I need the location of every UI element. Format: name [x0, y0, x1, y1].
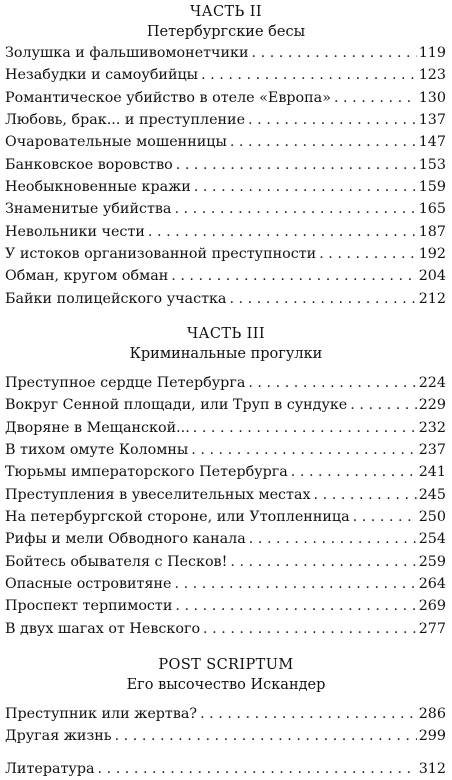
part-3-heading: [0, 324, 452, 364]
toc-entry-page: 224: [418, 375, 446, 391]
part-3-label: ЧАСТЬ III: [186, 326, 266, 342]
dot-leader: [201, 64, 417, 86]
toc-entry[interactable]: [5, 64, 446, 86]
dot-leader: [230, 131, 417, 153]
postscript-subtitle: Его высочество Искандер: [126, 677, 326, 693]
toc-entry-title: Проспект терпимости: [5, 598, 173, 615]
toc-entry-title: В двух шагах от Невского: [5, 620, 201, 637]
toc-entry-page: 277: [418, 620, 446, 637]
part-2-subtitle: Петербургские бесы: [146, 24, 306, 40]
toc-entry-page: 192: [418, 246, 446, 263]
toc-entry-page: 212: [418, 290, 446, 307]
dot-leader: [191, 439, 416, 461]
dot-leader: [314, 484, 417, 506]
toc-entry[interactable]: [5, 484, 446, 506]
toc-entry-page: 153: [418, 156, 446, 173]
toc-entry-title: Знаменитые убийства: [5, 201, 172, 218]
toc-entry[interactable]: [5, 506, 446, 528]
toc-entry-title: Обман, кругом обман: [5, 268, 169, 285]
toc-entry[interactable]: [5, 417, 446, 439]
toc-entry[interactable]: [5, 288, 446, 310]
toc-entry-title: Невольники чести: [5, 223, 145, 240]
toc-entry-title: Дворяне в Мещанской...: [5, 419, 190, 436]
toc-entry-page: 264: [418, 576, 446, 593]
toc-entry-title: На петербургской стороне, или Утопленница: [5, 509, 350, 526]
dot-leader: [98, 758, 417, 780]
toc-entry-page: 119: [418, 45, 446, 61]
toc-entry[interactable]: [5, 758, 446, 780]
dot-leader: [203, 618, 417, 640]
toc-entry[interactable]: [5, 573, 446, 595]
toc-entry-title: Любовь, брак... и преступление: [5, 112, 246, 129]
toc-entry-title: Байки полицейского участка: [5, 290, 227, 307]
toc-entry[interactable]: [5, 439, 446, 461]
toc-entry-title: Вокруг Сенной площади, или Труп в сундуке: [5, 397, 348, 414]
dot-leader: [193, 417, 417, 439]
toc-entry[interactable]: [5, 265, 446, 287]
toc-entry-page: 147: [418, 134, 446, 151]
dot-leader: [171, 265, 416, 287]
toc-entry[interactable]: [5, 595, 446, 617]
toc-entry-title: Романтическое убийство в отеле «Европа»: [5, 89, 331, 106]
dot-leader: [350, 394, 416, 416]
dot-leader: [252, 42, 417, 64]
toc-entry-page: 130: [418, 89, 446, 106]
dot-leader: [249, 528, 417, 550]
toc-entry-page: 245: [418, 486, 446, 503]
toc-entry-page: 237: [418, 442, 446, 459]
dot-leader: [248, 372, 416, 394]
toc-entry[interactable]: [5, 618, 446, 640]
toc-entry-page: 137: [418, 112, 446, 129]
toc-entry-title: Другая жизнь: [5, 728, 112, 745]
toc-entry-page: 123: [418, 67, 446, 84]
toc-entry-title: Банковское воровство: [5, 156, 173, 173]
bibliography-entries: [5, 758, 446, 780]
dot-leader: [148, 221, 417, 243]
toc-entry-page: 259: [418, 553, 446, 570]
toc-entry-title: Преступления в увеселительных местах: [5, 486, 311, 503]
dot-leader: [229, 288, 416, 310]
toc-entry[interactable]: [5, 176, 446, 198]
postscript-label: POST SCRIPTUM: [158, 657, 294, 673]
toc-entry-page: 159: [418, 179, 446, 196]
toc-entry[interactable]: [5, 725, 446, 747]
dot-leader: [353, 506, 417, 528]
toc-entry-title: Очаровательные мошенницы: [5, 134, 227, 151]
postscript-entries: [5, 703, 446, 748]
dot-leader: [248, 109, 417, 131]
part-3-entries: [5, 372, 446, 640]
toc-entry-title: Преступное сердце Петербурга: [5, 375, 246, 391]
dot-leader: [175, 595, 416, 617]
dot-leader: [334, 87, 417, 109]
toc-entry-title: В тихом омуте Коломны: [5, 442, 189, 459]
toc-entry-title: Бойтесь обывателя с Песков!: [5, 553, 228, 570]
dot-leader: [194, 176, 417, 198]
toc-entry-title: У истоков организованной преступности: [5, 246, 317, 263]
dot-leader: [174, 198, 416, 220]
toc-entry[interactable]: [5, 131, 446, 153]
toc-entry[interactable]: [5, 372, 446, 394]
toc-entry[interactable]: [5, 394, 446, 416]
toc-entry-page: 312: [418, 761, 446, 777]
dot-leader: [319, 243, 417, 265]
toc-entry[interactable]: [5, 528, 446, 550]
toc-entry-title: Незабудки и самоубийцы: [5, 67, 199, 84]
toc-entry[interactable]: [5, 221, 446, 243]
postscript-heading: [0, 655, 452, 695]
toc-entry[interactable]: [5, 243, 446, 265]
toc-entry-page: 269: [418, 598, 446, 615]
toc-entry-page: 165: [418, 201, 446, 218]
dot-leader: [176, 154, 417, 176]
toc-entry-page: 229: [418, 397, 446, 414]
toc-entry-title: Рифы и мели Обводного канала: [5, 531, 246, 548]
toc-entry[interactable]: [5, 198, 446, 220]
part-2-label: ЧАСТЬ II: [190, 4, 262, 20]
toc-entry-page: 250: [418, 509, 446, 526]
toc-entry-page: 232: [418, 419, 446, 436]
toc-entry-page: 204: [418, 268, 446, 285]
dot-leader: [291, 461, 417, 483]
dot-leader: [230, 551, 416, 573]
toc-entry-page: 299: [418, 728, 446, 745]
toc-entry-title: Необыкновенные кражи: [5, 179, 191, 196]
part-3-subtitle: Криминальные прогулки: [129, 346, 323, 362]
toc-entry[interactable]: [5, 461, 446, 483]
dot-leader: [200, 703, 417, 725]
toc-entry[interactable]: [5, 109, 446, 131]
toc-entry[interactable]: [5, 551, 446, 573]
part-2-heading: [0, 2, 452, 42]
toc-entry-page: 286: [418, 706, 446, 722]
toc-entry-page: 254: [418, 531, 446, 548]
toc-entry-page: 241: [418, 464, 446, 481]
toc-entry-title: Золушка и фальшивомонетчики: [5, 45, 249, 61]
toc-entry-title: Литература: [5, 761, 95, 777]
toc-entry-title: Тюрьмы императорского Петербурга: [5, 464, 288, 481]
toc-entry[interactable]: [5, 87, 446, 109]
dot-leader: [174, 573, 416, 595]
toc-entry[interactable]: [5, 42, 446, 64]
toc-entry[interactable]: [5, 154, 446, 176]
part-2-entries: [5, 42, 446, 310]
toc-entry-title: Преступник или жертва?: [5, 706, 198, 722]
toc-entry-page: 187: [418, 223, 446, 240]
toc-entry[interactable]: [5, 703, 446, 725]
dot-leader: [115, 725, 417, 747]
toc-entry-title: Опасные островитяне: [5, 576, 172, 593]
